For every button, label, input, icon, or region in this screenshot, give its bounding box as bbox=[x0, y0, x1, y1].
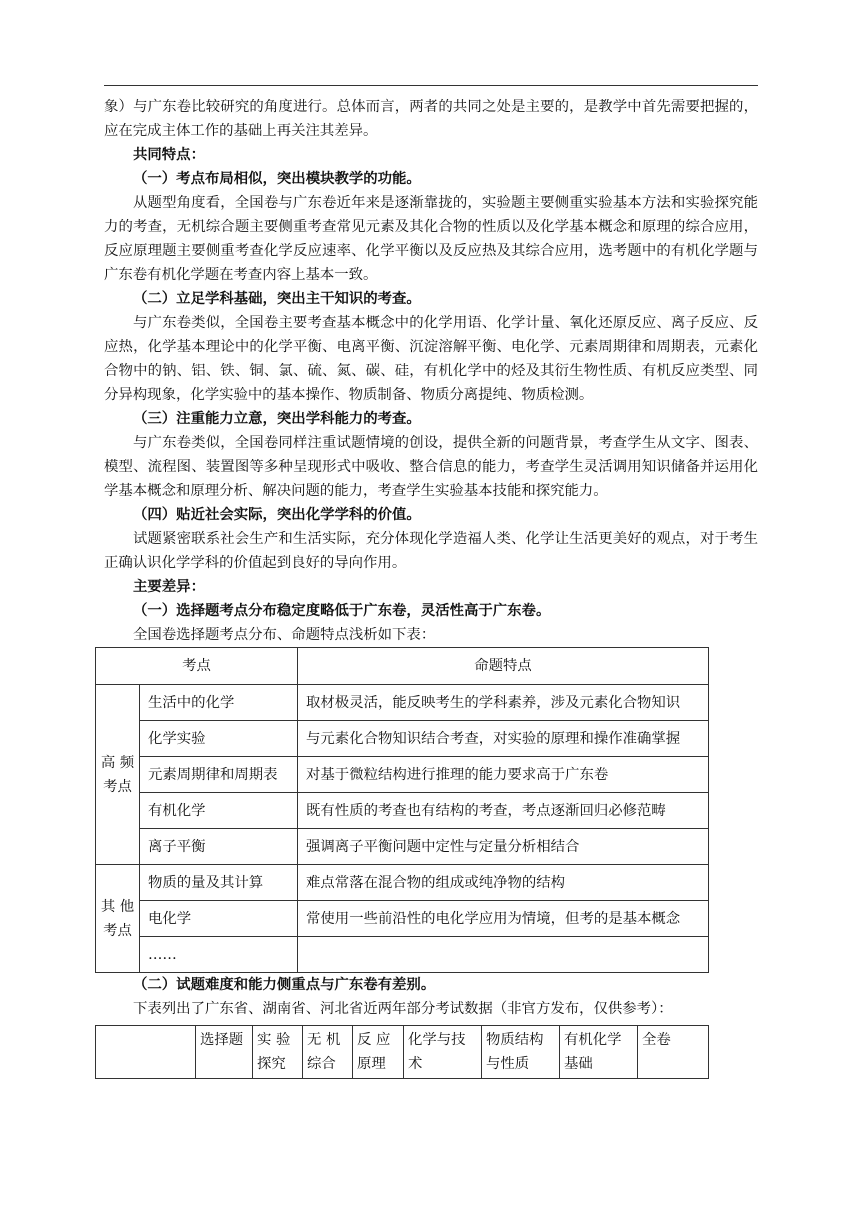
topic-cell: …… bbox=[140, 937, 298, 973]
paragraph-4: 与广东卷类似，全国卷同样注重试题情境的创设，提供全新的问题背景，考查学生从文字、图表、模型、流程图、装置图等多种呈现形式中吸收、整合信息的能力，考查学生灵活调用知识储备并运用化学基本概念和原理分析、解决问题的能力，考查学生实验基本技能和探究能力。 bbox=[104, 435, 758, 499]
heading-5: （一）选择题考点分布稳定度略低于广东卷，灵活性高于广东卷。 bbox=[133, 602, 551, 619]
heading-4: （四）贴近社会实际，突出化学学科的价值。 bbox=[133, 506, 421, 523]
heading-2: （二）立足学科基础，突出主干知识的考查。 bbox=[133, 290, 421, 307]
topic-cell: 元素周期律和周期表 bbox=[140, 757, 298, 793]
feature-cell: 与元素化合物知识结合考查，对实验的原理和操作准确掌握 bbox=[298, 721, 709, 757]
heading-3: （三）注重能力立意，突出学科能力的考查。 bbox=[133, 410, 421, 427]
section-title-common: 共同特点： bbox=[133, 146, 205, 163]
heading-6: （二）试题难度和能力侧重点与广东卷有差别。 bbox=[133, 976, 436, 993]
topic-cell: 有机化学 bbox=[140, 793, 298, 829]
table-row bbox=[96, 757, 709, 793]
paragraph-3: 与广东卷类似，全国卷主要考查基本概念中的化学用语、化学计量、氧化还原反应、离子反应、反应热，化学基本理论中的化学平衡、电离平衡、沉淀溶解平衡、电化学、元素周期律和周期表，元素化合物中的钠、铝、铁、铜、氯、硫、氮、碳、硅，有机化学中的烃及其衍生物性质、有机反应类型、同分异构现象，化学实验中的基本操作、物质制备、物质分离提纯、物质检测。 bbox=[104, 315, 758, 403]
header-cell: 实 验 探究 bbox=[253, 1026, 303, 1079]
topic-cell: 化学实验 bbox=[140, 721, 298, 757]
feature-cell bbox=[298, 937, 709, 973]
header-topic: 考点 bbox=[96, 648, 298, 685]
paragraph-6: 全国卷选择题考点分布、命题特点浅析如下表： bbox=[133, 627, 436, 643]
table-row bbox=[96, 793, 709, 829]
table-row bbox=[96, 901, 709, 937]
header-cell: 有机化学基础 bbox=[560, 1026, 638, 1079]
header-cell: 物质结构与性质 bbox=[482, 1026, 560, 1079]
feature-cell: 取材极灵活，能反映考生的学科素养，涉及元素化合物知识 bbox=[298, 685, 709, 721]
table-row bbox=[96, 937, 709, 973]
topic-cell: 生活中的化学 bbox=[140, 685, 298, 721]
section-title-diff: 主要差异： bbox=[133, 578, 205, 595]
exam-data-table bbox=[95, 1025, 709, 1079]
header-cell: 无 机 综合 bbox=[303, 1026, 353, 1079]
feature-cell: 既有性质的考查也有结构的考查，考点逐渐回归必修范畴 bbox=[298, 793, 709, 829]
paragraph-intro: 象）与广东卷比较研究的角度进行。总体而言，两者的共同之处是主要的，是教学中首先需要把握的，应在完成主体工作的基础上再关注其差异。 bbox=[104, 99, 758, 139]
header-cell: 化学与技术 bbox=[404, 1026, 482, 1079]
table-row bbox=[96, 829, 709, 865]
header-cell bbox=[96, 1026, 196, 1079]
topic-cell: 物质的量及其计算 bbox=[140, 865, 298, 901]
paragraph-2: 从题型角度看，全国卷与广东卷近年来是逐渐靠拢的，实验题主要侧重实验基本方法和实验探究能力的考查，无机综合题主要侧重考查常见元素及其化合物的性质以及化学基本概念和原理的综合应用，反应原理题主要侧重考查化学反应速率、化学平衡以及反应热及其综合应用，选考题中的有机化学题与广东卷有机化学题在考查内容上基本一致。 bbox=[104, 195, 758, 283]
exam-table-header bbox=[96, 1026, 709, 1079]
table-row bbox=[96, 865, 709, 901]
heading-1: （一）考点布局相似，突出模块教学的功能。 bbox=[133, 170, 421, 187]
topic-cell: 离子平衡 bbox=[140, 829, 298, 865]
paragraph-5: 试题紧密联系社会生产和生活实际，充分体现化学造福人类、化学让生活更美好的观点，对于考生正确认识化学学科的价值起到良好的导向作用。 bbox=[104, 531, 758, 571]
header-feature: 命题特点 bbox=[298, 648, 709, 685]
header-rule bbox=[104, 85, 758, 86]
header-cell: 反 应 原理 bbox=[353, 1026, 404, 1079]
header-cell: 全卷 bbox=[638, 1026, 709, 1079]
feature-cell: 常使用一些前沿性的电化学应用为情境，但考的是基本概念 bbox=[298, 901, 709, 937]
group-high-frequency: 高 频 考点 bbox=[96, 685, 140, 865]
topic-table bbox=[95, 647, 709, 973]
header-cell: 选择题 bbox=[196, 1026, 253, 1079]
topic-table-header bbox=[96, 648, 709, 685]
paragraph-7: 下表列出了广东省、湖南省、河北省近两年部分考试数据（非官方发布，仅供参考）： bbox=[133, 1001, 673, 1017]
feature-cell: 强调离子平衡问题中定性与定量分析相结合 bbox=[298, 829, 709, 865]
document-body bbox=[100, 95, 758, 1079]
table-row bbox=[96, 721, 709, 757]
feature-cell: 对基于微粒结构进行推理的能力要求高于广东卷 bbox=[298, 757, 709, 793]
topic-cell: 电化学 bbox=[140, 901, 298, 937]
group-other: 其 他 考点 bbox=[96, 865, 140, 973]
table-row bbox=[96, 685, 709, 721]
feature-cell: 难点常落在混合物的组成或纯净物的结构 bbox=[298, 865, 709, 901]
